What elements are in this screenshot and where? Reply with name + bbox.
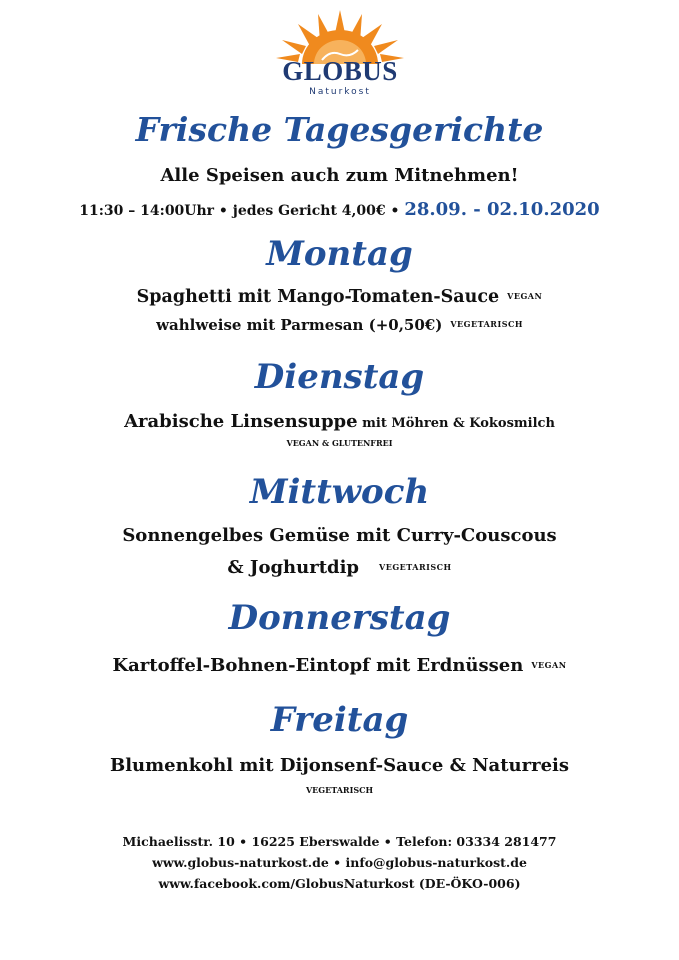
page-title: Frische Tagesgerichte <box>135 110 544 149</box>
day-heading-montag: Montag <box>266 234 413 274</box>
diet-tag: VEGETARISCH <box>450 319 523 329</box>
takeaway-note: Alle Speisen auch zum Mitnehmen! <box>160 165 519 186</box>
footer-facebook: www.facebook.com/GlobusNaturkost (DE-ÖKO-006) <box>158 876 521 891</box>
menu-item-donnerstag <box>0 655 679 676</box>
date-range: 28.09. - 02.10.2020 <box>404 199 600 220</box>
globus-logo <box>272 4 408 96</box>
menu-item-freitag: Blumenkohl mit Dijonsenf-Sauce & Naturreis <box>109 755 569 776</box>
dish-name: Arabische Linsensuppe <box>124 411 358 432</box>
menu-item-montag-1 <box>0 287 679 307</box>
day-heading-donnerstag: Donnerstag <box>228 598 451 638</box>
diet-tag: VEGAN <box>507 291 543 301</box>
footer-address: Michaelisstr. 10 • 16225 Eberswalde • Telefon: 03334 281477 <box>122 834 557 849</box>
day-heading-dienstag: Dienstag <box>254 357 425 397</box>
menu-item-mittwoch-1: Sonnengelbes Gemüse mit Curry-Couscous <box>122 525 557 546</box>
diet-tag-dienstag: VEGAN & GLUTENFREI <box>286 438 393 448</box>
dish-option: wahlweise mit Parmesan (+0,50€) <box>156 316 443 334</box>
logo-subtitle: Naturkost <box>309 87 371 97</box>
hours-price-line <box>0 199 679 220</box>
dish-name: Kartoffel-Bohnen-Eintopf mit Erdnüssen <box>112 655 524 676</box>
dish-name: & Joghurtdip <box>227 557 360 578</box>
hours-price: 11:30 – 14:00Uhr • jedes Gericht 4,00€ • <box>79 203 400 219</box>
dish-detail: mit Möhren & Kokosmilch <box>357 416 555 431</box>
logo-wordmark: GLOBUS <box>282 56 398 86</box>
diet-tag-freitag: VEGETARISCH <box>305 785 374 795</box>
dish-name: Spaghetti mit Mango-Tomaten-Sauce <box>136 287 500 307</box>
diet-tag: VEGETARISCH <box>379 562 452 572</box>
day-heading-mittwoch: Mittwoch <box>249 472 430 512</box>
menu-item-montag-2 <box>0 316 679 334</box>
menu-item-dienstag <box>0 411 679 432</box>
footer-web-links: www.globus-naturkost.de • info@globus-naturkost.de <box>152 855 527 870</box>
diet-tag: VEGAN <box>531 660 567 670</box>
menu-item-mittwoch-2 <box>0 557 679 578</box>
day-heading-freitag: Freitag <box>270 700 409 740</box>
